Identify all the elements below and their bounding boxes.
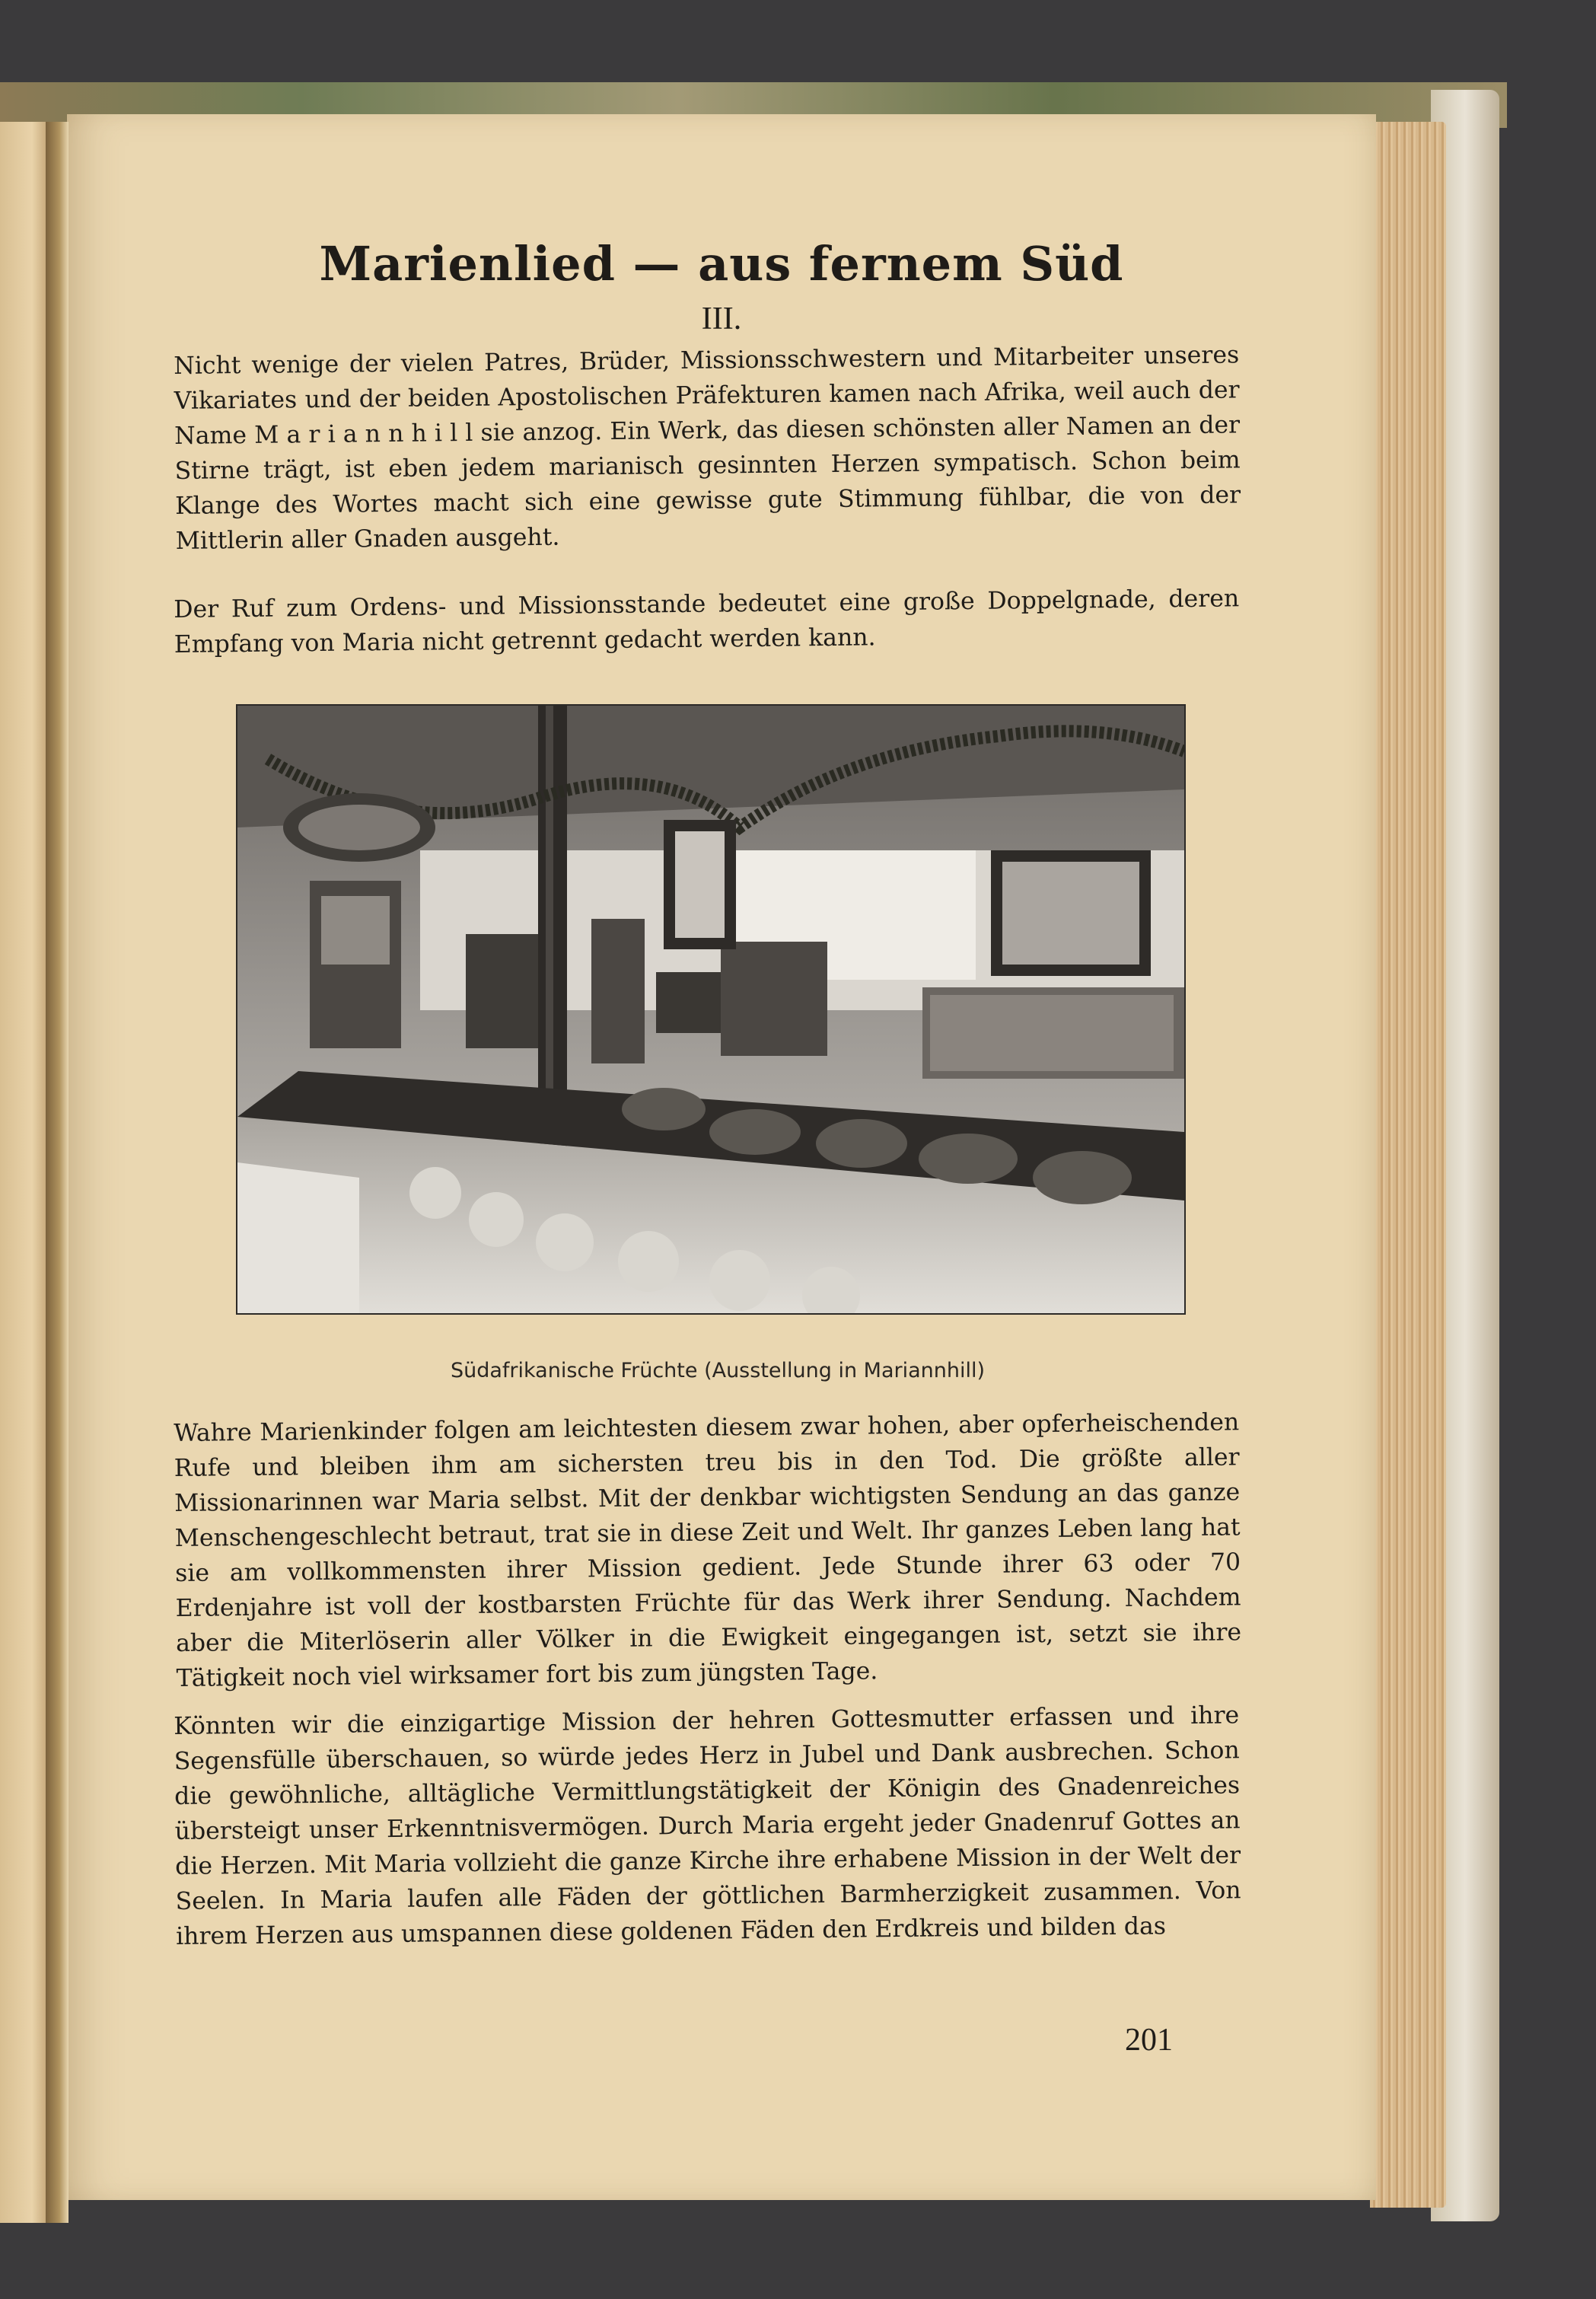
section-number: III.	[701, 301, 742, 336]
paragraph-2: Der Ruf zum Ordens- und Missionsstande bedeutet eine große Doppelgnade, deren Empfang von Maria nicht getrennt gedacht werden kann.	[174, 585, 1240, 658]
exhibition-photo	[236, 704, 1186, 1315]
photo-caption: Südafrikanische Früchte (Ausstellung in Mariannhill)	[450, 1359, 986, 1382]
paragraph-4: Könnten wir die einzigartige Mission der hehren Gottesmutter erfassen und ihre Segensfülle überschauen, so würde jedes Herz in Jubel und Dank ausbrechen. Schon die gewöhnliche, alltägliche Vermittlungstätigkeit der Königin des Gnadenreiches übersteigt unser Erkenntnisvermögen. Durch Maria ergeht jeder Gnadenruf Gottes an die Herzen. Mit Maria vollzieht die ganze Kirche ihre erhabene Mission in der Welt der Seelen. In Maria laufen alle Fäden der göttlichen Barmherzigkeit zusammen. Von ihrem Herzen aus umspannen diese goldenen Fäden den Erdkreis und bilden das	[174, 1701, 1241, 1950]
exhibition-photo-illustration	[237, 706, 1184, 1313]
page-edges	[1370, 122, 1446, 2208]
page-title: Marienlied — aus fernem Süd	[319, 236, 1124, 292]
book-page	[67, 114, 1376, 2200]
page-number: 201	[1125, 2023, 1173, 2058]
paragraph-3: Wahre Marienkinder folgen am leichtesten diesem zwar hohen, aber opferheischenden Rufe und bleiben ihm am sichersten treu bis in den Tod. Die größte aller Missionarinnen war Maria selbst. Mit der denkbar wichtigsten Sendung an das ganze Menschengeschlecht betraut, trat sie in diese Zeit und Welt. Ihr ganzes Leben lang hat sie am vollkommensten ihrer Mission gedient. Jede Stunde ihrer 63 oder 70 Erdenjahre ist voll der kostbarsten Früchte für das Werk ihrer Sendung. Nachdem aber die Miterlöserin aller Völker in die Ewigkeit eingegangen ist, setzt sie ihre Tätigkeit noch viel wirksamer fort bis zum jüngsten Tage.	[174, 1408, 1242, 1692]
book-gutter	[46, 122, 68, 2223]
paragraph-1: Nicht wenige der vielen Patres, Brüder, Missionsschwestern und Mitarbeiter unseres Vikariates und der beiden Apostolischen Präfekturen kamen nach Afrika, weil auch der Name M a r i a n n h i l l sie anzog. Ein Werk, das diesen schönsten aller Namen an der Stirne trägt, ist eben jedem marianisch gesinnten Herzen sympatisch. Schon beim Klange des Wortes macht sich eine gewisse gute Stimmung fühlbar, die von der Mittlerin aller Gnaden ausgeht.	[174, 341, 1241, 555]
